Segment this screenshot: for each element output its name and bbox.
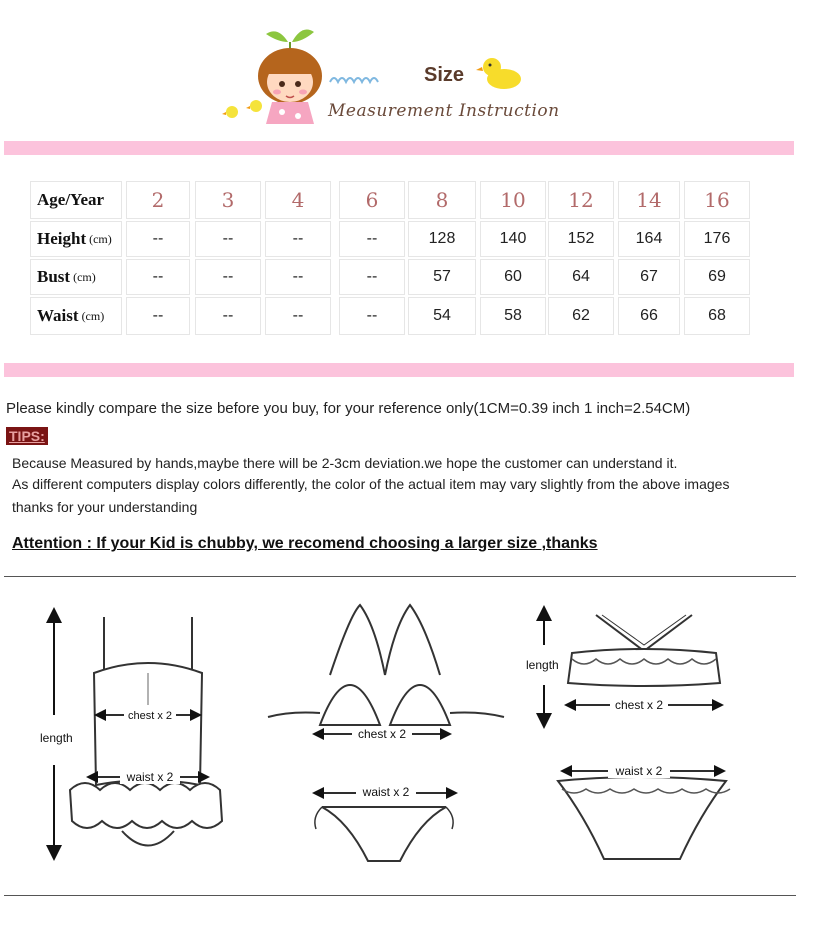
- tips-label: TIPS:: [6, 427, 48, 445]
- table-cell: --: [195, 259, 261, 295]
- age-header-10: 10: [480, 181, 546, 219]
- waist-label-middle: waist x 2: [362, 785, 410, 799]
- table-cell: --: [265, 297, 331, 335]
- one-piece-swimsuit-icon: [54, 615, 222, 853]
- table-cell: --: [265, 259, 331, 295]
- table-cell: --: [126, 259, 190, 295]
- chest-label-right: chest x 2: [614, 698, 664, 712]
- table-cell: 57: [408, 259, 476, 295]
- divider-line-bottom: [4, 895, 796, 896]
- tip-deviation: Because Measured by hands,maybe there will be 2-3cm deviation.we hope the customer can understand it.: [12, 455, 678, 471]
- length-label-left: length: [40, 731, 73, 745]
- table-cell: 176: [684, 221, 750, 257]
- ruffle-bikini-icon: [544, 613, 730, 859]
- table-cell: 164: [618, 221, 680, 257]
- table-cell: 152: [548, 221, 614, 257]
- table-cell: --: [265, 221, 331, 257]
- table-header-label: Age/Year: [30, 181, 122, 219]
- measurement-subtitle: Measurement Instruction: [328, 101, 560, 121]
- table-cell: --: [126, 221, 190, 257]
- age-header-16: 16: [684, 181, 750, 219]
- row-unit-text: (cm): [81, 308, 105, 323]
- table-cell: --: [195, 297, 261, 335]
- row-unit-text: (cm): [73, 269, 96, 284]
- row-label-bust: [30, 259, 122, 295]
- pink-divider-top: [4, 141, 794, 155]
- size-title: Size: [424, 64, 465, 86]
- pink-divider-bottom: [4, 363, 794, 377]
- table-cell: 64: [548, 259, 614, 295]
- row-unit-text: (cm): [89, 231, 112, 246]
- table-cell: 66: [618, 297, 680, 335]
- row-label-height: [30, 221, 122, 257]
- table-cell: 69: [684, 259, 750, 295]
- tip-colors: As different computers display colors differently, the color of the actual item may vary slightly from the above images: [12, 476, 730, 492]
- table-cell: 140: [480, 221, 546, 257]
- table-cell: --: [339, 297, 405, 335]
- attention-note: Attention : If your Kid is chubby, we recomend choosing a larger size ,thanks: [12, 535, 598, 552]
- chest-label-middle: chest x 2: [357, 727, 407, 741]
- compare-note: Please kindly compare the size before you buy, for your reference only(1CM=0.39 inch 1 inch=2.54CM): [6, 400, 691, 417]
- chest-label-left: chest x 2: [127, 710, 173, 722]
- table-cell: 58: [480, 297, 546, 335]
- row-label-waist: [30, 297, 122, 335]
- table-cell: --: [339, 259, 405, 295]
- age-header-8: 8: [408, 181, 476, 219]
- row-label-text: Bust: [37, 267, 71, 286]
- divider-line-top: [4, 576, 796, 577]
- table-cell: --: [126, 297, 190, 335]
- table-cell: 62: [548, 297, 614, 335]
- waist-label-left: waist x 2: [126, 770, 174, 784]
- duck-icon: [476, 52, 526, 92]
- row-label-text: Height: [37, 229, 87, 248]
- table-cell: 68: [684, 297, 750, 335]
- age-header-3: 3: [195, 181, 261, 219]
- age-header-14: 14: [618, 181, 680, 219]
- measurement-diagrams: [0, 585, 813, 895]
- tip-thanks: thanks for your understanding: [12, 499, 198, 515]
- table-cell: --: [195, 221, 261, 257]
- table-cell: 128: [408, 221, 476, 257]
- waist-label-right: waist x 2: [615, 764, 663, 778]
- table-cell: 60: [480, 259, 546, 295]
- table-cell: 67: [618, 259, 680, 295]
- age-header-6: 6: [339, 181, 405, 219]
- table-cell: 54: [408, 297, 476, 335]
- age-header-2: 2: [126, 181, 190, 219]
- length-label-right: length: [526, 658, 559, 672]
- age-header-12: 12: [548, 181, 614, 219]
- table-cell: --: [339, 221, 405, 257]
- row-label-text: Waist: [37, 306, 79, 325]
- age-header-4: 4: [265, 181, 331, 219]
- size-table: [30, 181, 750, 337]
